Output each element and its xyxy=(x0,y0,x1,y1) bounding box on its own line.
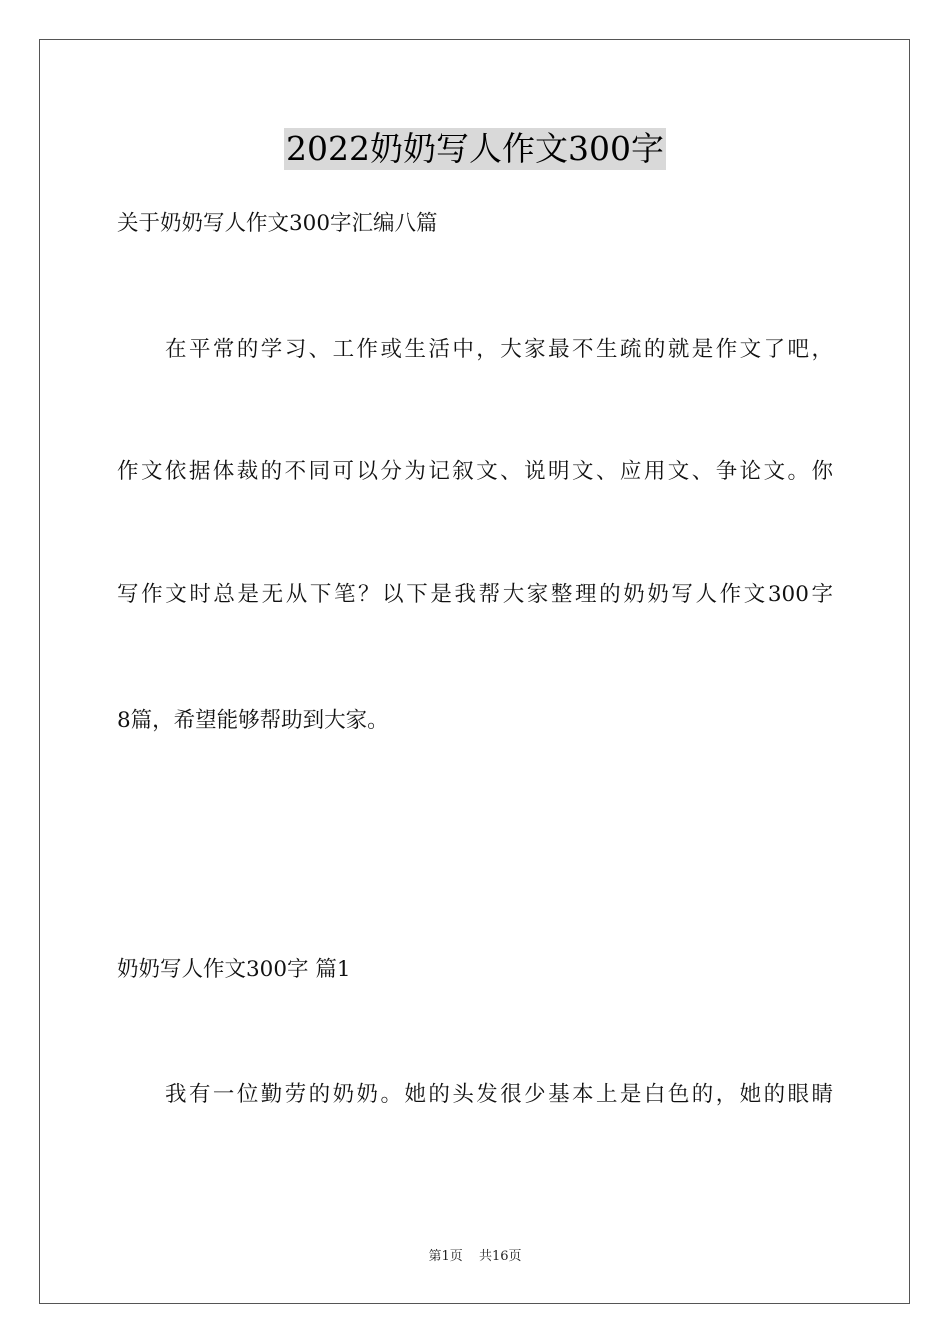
page-footer xyxy=(0,1245,950,1264)
page-number-current: 第1页 xyxy=(428,1249,463,1264)
title-container xyxy=(0,128,950,170)
page-number-total: 共16页 xyxy=(478,1249,522,1264)
intro-line-4: 8篇，希望能够帮助到大家。 xyxy=(117,708,389,733)
section-first-line: 我有一位勤劳的奶奶。她的头发很少基本上是白色的，她的眼睛 xyxy=(165,1082,833,1107)
intro-line-3: 写作文时总是无从下笔？以下是我帮大家整理的奶奶写人作文300字 xyxy=(117,582,833,607)
document-title: 2022奶奶写人作文300字 xyxy=(286,129,664,168)
intro-line-1: 在平常的学习、工作或生活中，大家最不生疏的就是作文了吧， xyxy=(165,337,833,362)
section-heading: 奶奶写人作文300字 篇1 xyxy=(117,957,351,982)
intro-line-2: 作文依据体裁的不同可以分为记叙文、说明文、应用文、争论文。你 xyxy=(117,459,833,484)
document-subtitle: 关于奶奶写人作文300字汇编八篇 xyxy=(117,211,438,236)
